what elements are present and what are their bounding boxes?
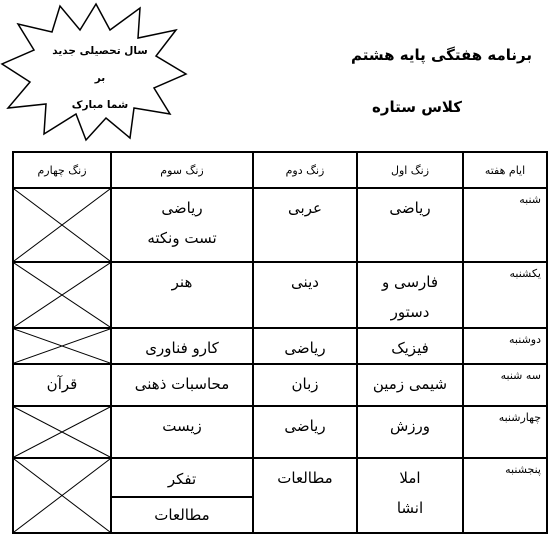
day-cell: چهارشنبه <box>463 406 547 458</box>
greeting-line-2: شما مبارک <box>71 99 129 111</box>
table-row <box>13 262 547 328</box>
header-row <box>13 152 547 188</box>
bell-1-line-2: دستور <box>390 303 430 321</box>
bell-2-cell: ریاضی <box>253 406 357 458</box>
greeting-text <box>52 38 148 119</box>
col-header-bell-3: زنگ سوم <box>111 152 253 188</box>
class-name: کلاس ستاره <box>371 98 462 116</box>
bell-3-cell: محاسبات ذهنی <box>111 364 253 406</box>
empty-slot-crossed <box>13 188 111 262</box>
page-title: برنامه هفتگی پایه هشتم <box>350 46 532 64</box>
bell-3-cell <box>111 188 253 262</box>
day-cell: یکشنبه <box>463 262 547 328</box>
bell-3-cell: کارو فناوری <box>111 328 253 364</box>
bell-1-cell: ورزش <box>357 406 463 458</box>
bell-2-cell: مطالعات <box>253 458 357 533</box>
day-cell: پنجشنبه <box>463 458 547 533</box>
bell-1-cell <box>357 458 463 533</box>
empty-slot-crossed <box>13 262 111 328</box>
bell-2-cell: زبان <box>253 364 357 406</box>
bell-3-cell: زیست <box>111 406 253 458</box>
col-header-bell-1: زنگ اول <box>357 152 463 188</box>
col-header-bell-4: زنگ چهارم <box>13 152 111 188</box>
bell-1-line-1: فارسی و <box>381 273 439 291</box>
bell-1-cell <box>357 262 463 328</box>
bell-2-cell: ریاضی <box>253 328 357 364</box>
day-cell: دوشنبه <box>463 328 547 364</box>
bell-4-cell: قرآن <box>13 364 111 406</box>
bell-1-line-2: انشا <box>396 499 424 517</box>
table-row <box>13 458 547 533</box>
bell-3-cell: هنر <box>111 262 253 328</box>
bell-3-split <box>112 463 252 532</box>
bell-1-cell: فیزیک <box>357 328 463 364</box>
day-cell: شنبه <box>463 188 547 262</box>
empty-slot-crossed <box>13 406 111 458</box>
bell-2-cell: دینی <box>253 262 357 328</box>
bell-1-cell: شیمی زمین <box>357 364 463 406</box>
bell-3-line-1: تفکر <box>111 463 253 498</box>
table-row <box>13 188 547 262</box>
greeting-line-1: سال تحصیلی جدید بر <box>52 45 148 84</box>
col-header-bell-2: زنگ دوم <box>253 152 357 188</box>
table-row <box>13 328 547 364</box>
bell-3-line-2: تست ونکته <box>147 229 217 247</box>
bell-1-cell: ریاضی <box>357 188 463 262</box>
bell-3-line-1: ریاضی <box>161 199 203 217</box>
bell-1-line-1: املا <box>399 469 421 487</box>
weekly-schedule-table <box>12 151 548 534</box>
table-row <box>13 406 547 458</box>
empty-slot-crossed <box>13 328 111 364</box>
empty-slot-crossed <box>13 458 111 533</box>
bell-2-cell: عربی <box>253 188 357 262</box>
bell-3-line-2: مطالعات <box>154 506 210 524</box>
bell-3-cell <box>111 458 253 533</box>
day-cell: سه شنبه <box>463 364 547 406</box>
col-header-days: ایام هفته <box>463 152 547 188</box>
table-row <box>13 364 547 406</box>
